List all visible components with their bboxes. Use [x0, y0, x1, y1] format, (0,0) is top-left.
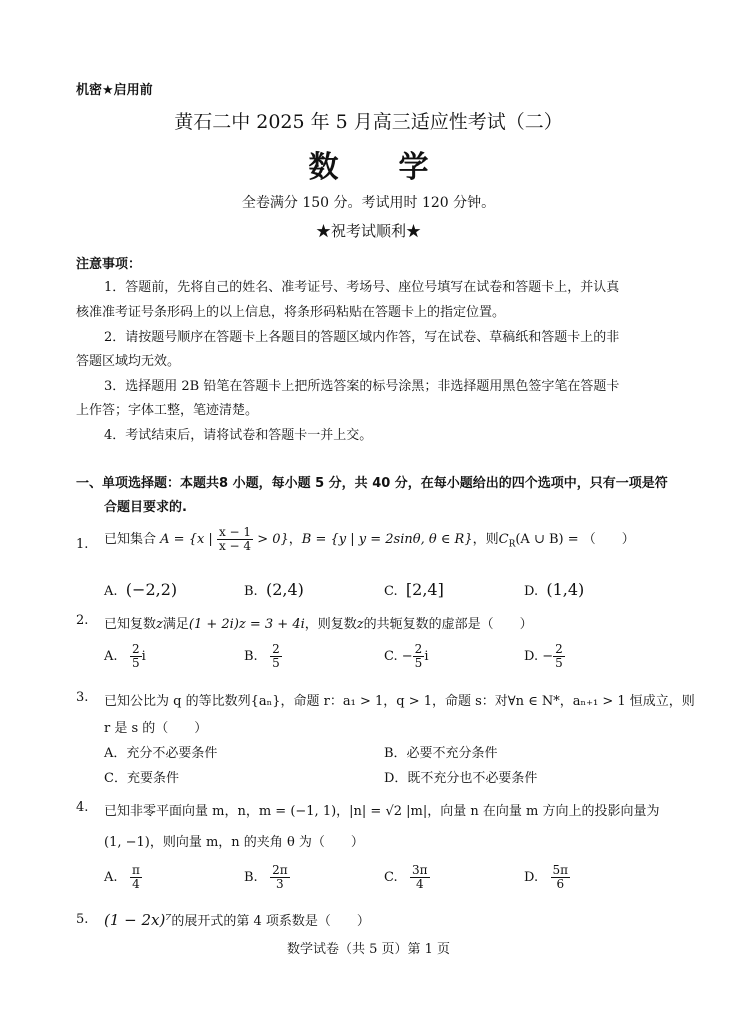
question-number: 3. — [76, 690, 89, 705]
question-stem: (1 − 2x)⁷的展开式的第 4 项系数是（ ） — [104, 911, 370, 929]
question-stem: 已知集合 A = {x | $\frac{x - 1}{x - 4}$ > 0}，B = {y | y = 2sinθ, θ ∈ R}，则$C_R(A$ ∪ B) = （ ） — [104, 525, 635, 553]
exam-info: 全卷满分 150 分。考试用时 120 分钟。 — [241, 195, 496, 211]
question-stem-cont: (1, −1)，则向量 m，n 的夹角 θ 为（ ） — [104, 835, 364, 850]
option-a: A. (−2,2) — [104, 580, 178, 599]
question-number: 2. — [76, 613, 89, 628]
notice-line: 上作答；字体工整，笔迹清楚。 — [76, 403, 259, 418]
option-a: A. $\frac{\pi}{4}$ — [104, 863, 140, 891]
question-stem: 已知公比为 q 的等比数列{aₙ}，命题 r：a₁ > 1，q > 1，命题 s：对∀n ∈ N*，aₙ₊₁ > 1 恒成立，则 — [104, 694, 695, 709]
option-a: A. $\frac{2}{5}$ i — [104, 642, 146, 670]
option-c: C. − $\frac{2}{5}$ i — [384, 642, 429, 670]
confidential-label: 机密★启用前 — [76, 83, 153, 98]
question-number: 1. — [76, 537, 89, 552]
subject-title: 数 学 — [308, 150, 429, 185]
option-b: B．必要不充分条件 — [384, 746, 498, 761]
notice-line: 3．选择题用 2B 铅笔在答题卡上把所选答案的标号涂黑；非选择题用黑色签字笔在答题卡 — [104, 379, 620, 394]
section-heading-cont: 合题目要求的. — [104, 500, 187, 515]
question-stem: 已知非零平面向量 m，n，m = (−1, 1)，|n| = √2 |m|，向量 n 在向量 m 方向上的投影向量为 — [104, 804, 660, 819]
question-number: 4. — [76, 800, 89, 815]
question-stem: 已知复数z满足(1 + 2i)z = 3 + 4i，则复数z的共轭复数的虚部是（ ） — [104, 617, 533, 632]
option-c: C. [2,4] — [384, 580, 444, 599]
option-d: D. $\frac{5\pi}{6}$ — [524, 863, 569, 891]
option-a: A．充分不必要条件 — [104, 746, 218, 761]
page-footer: 数学试卷（共 5 页）第 1 页 — [286, 942, 451, 957]
notice-title: 注意事项： — [76, 257, 142, 272]
option-d: D. − $\frac{2}{5}$ — [524, 642, 563, 670]
notice-line: 1．答题前，先将自己的姓名、准考证号、考场号、座位号填写在试卷和答题卡上，并认真 — [104, 280, 620, 295]
question-number: 5. — [76, 912, 89, 927]
section-heading: 一、单项选择题：本题共8 小题，每小题 5 分，共 40 分，在每小题给出的四个选项中，只有一项是符 — [76, 476, 668, 491]
option-b: B. (2,4) — [244, 580, 304, 599]
notice-line: 答题区域均无效。 — [76, 354, 181, 369]
option-d: D．既不充分也不必要条件 — [384, 771, 538, 786]
notice-line: 核准准考证号条形码上的以上信息，将条形码粘贴在答题卡上的指定位置。 — [76, 305, 506, 320]
option-d: D. (1,4) — [524, 580, 585, 599]
exam-title: 黄石二中 2025 年 5 月高三适应性考试（二） — [174, 111, 563, 133]
notice-line: 2．请按题号顺序在答题卡上各题目的答题区域内作答，写在试卷、草稿纸和答题卡上的非 — [104, 330, 620, 345]
notice-line: 4．考试结束后，请将试卷和答题卡一并上交。 — [104, 428, 373, 443]
option-b: B. $\frac{2\pi}{3}$ — [244, 863, 288, 891]
option-b: B. $\frac{2}{5}$ — [244, 642, 280, 670]
good-luck-line: ★祝考试顺利★ — [315, 222, 421, 240]
option-c: C. $\frac{3\pi}{4}$ — [384, 863, 428, 891]
option-c: C．充要条件 — [104, 771, 179, 786]
question-stem-cont: r 是 s 的（ ） — [104, 721, 208, 736]
